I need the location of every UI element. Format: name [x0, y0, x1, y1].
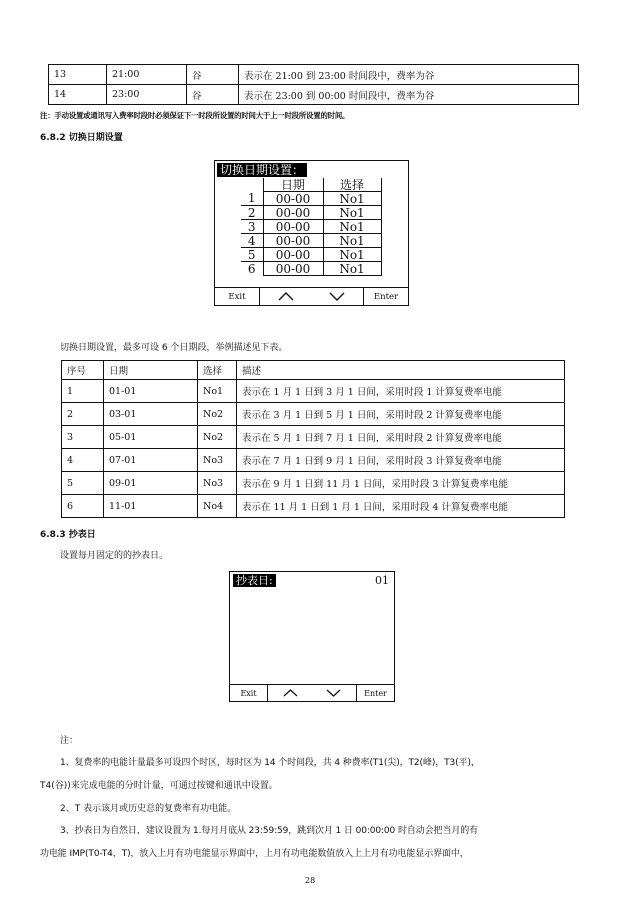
- cell-index: 13: [49, 65, 107, 85]
- screen-button-bar: [230, 684, 394, 701]
- grid-row: [241, 248, 381, 262]
- cell-index: 6: [62, 495, 104, 518]
- chevron-up-icon: [278, 292, 294, 301]
- grid-row: [241, 220, 381, 234]
- heading-683: 6.8.3 抄表日: [40, 530, 96, 540]
- cell-date: 01-01: [104, 380, 198, 403]
- chevron-down-icon: [329, 292, 345, 301]
- note-3-line-2: 功电能 IMP(T0-T4，T)，放入上月有功电能显示界面中，上月有功电能数值放入上上月有功电能显示界面中，: [40, 849, 469, 859]
- cell-select: No3: [198, 472, 237, 495]
- cell-desc: 表示在 21:00 到 23:00 时间段中，费率为谷: [239, 65, 579, 85]
- header-select: 选择: [198, 361, 237, 380]
- cell-desc: 表示在 23:00 到 00:00 时间段中，费率为谷: [239, 85, 579, 105]
- row-index: 6: [241, 262, 263, 276]
- header-date: 日期: [263, 178, 323, 192]
- chevron-down-icon: [326, 689, 341, 697]
- screen-button-bar: [215, 287, 408, 305]
- cell-select: No4: [198, 495, 237, 518]
- note-3-line-1: 3、抄表日为自然日，建议设置为 1.每月月底从 23:59:59，跳到次月 1 日 00:00:00 时自动会把当月的有: [60, 826, 479, 836]
- row-select: No1: [323, 220, 381, 234]
- down-button[interactable]: [311, 288, 363, 305]
- cell-date: 07-01: [104, 449, 198, 472]
- row-select: No1: [323, 206, 381, 220]
- table-row: [62, 449, 565, 472]
- row-index: 4: [241, 234, 263, 248]
- table-row: [62, 403, 565, 426]
- table-header-row: [62, 361, 565, 380]
- cell-index: 4: [62, 449, 104, 472]
- cell-index: 14: [49, 85, 107, 105]
- cell-desc: 表示在 7 月 1 日到 9 月 1 日间，采用时段 3 计算复费率电能: [237, 449, 565, 472]
- table-row: [49, 85, 579, 105]
- row-index: 3: [241, 220, 263, 234]
- header-index: [241, 178, 263, 192]
- cell-select: No3: [198, 449, 237, 472]
- table-row: [62, 495, 565, 518]
- switch-date-example-table: [61, 360, 565, 518]
- meter-day-screen: [229, 571, 395, 702]
- table-row: [62, 472, 565, 495]
- row-select: No1: [323, 192, 381, 206]
- header-date: 日期: [104, 361, 198, 380]
- heading-682: 6.8.2 切换日期设置: [40, 133, 123, 143]
- enter-button[interactable]: Enter: [356, 685, 394, 701]
- note-1-line-1: 1、复费率的电能计量最多可设四个时区，每时区为 14 个时间段，共 4 种费率(T1(尖)，T2(峰)，T3(平)，: [60, 758, 480, 768]
- header-index: 序号: [62, 361, 104, 380]
- row-select: No1: [323, 262, 381, 276]
- header-select: 选择: [323, 178, 381, 192]
- cell-time: 21:00: [107, 65, 187, 85]
- note-line: 注：手动设置或通讯写入费率时段时必须保证下一时段所设置的时间大于上一时段所设置的时间。: [40, 111, 350, 120]
- meter-day-value: 01: [375, 574, 389, 587]
- cell-index: 5: [62, 472, 104, 495]
- switch-date-desc: 切换日期设置，最多可设 6 个日期段，举例描述见下表。: [60, 343, 288, 353]
- cell-index: 2: [62, 403, 104, 426]
- cell-date: 05-01: [104, 426, 198, 449]
- cell-select: No1: [198, 380, 237, 403]
- cell-desc: 表示在 11 月 1 日到 1 月 1 日间，采用时段 4 计算复费率电能: [237, 495, 565, 518]
- cell-desc: 表示在 9 月 1 日到 11 月 1 日间，采用时段 3 计算复费率电能: [237, 472, 565, 495]
- cell-date: 03-01: [104, 403, 198, 426]
- row-date: 00-00: [263, 206, 323, 220]
- meter-day-desc: 设置每月固定的的抄表日。: [60, 551, 169, 561]
- grid-row: [241, 192, 381, 206]
- cell-index: 1: [62, 380, 104, 403]
- exit-button[interactable]: Exit: [228, 291, 246, 302]
- switch-date-grid: [241, 178, 382, 276]
- row-date: 00-00: [263, 248, 323, 262]
- cell-desc: 表示在 5 月 1 日到 7 月 1 日间，采用时段 2 计算复费率电能: [237, 426, 565, 449]
- up-button[interactable]: [259, 288, 312, 305]
- cell-date: 11-01: [104, 495, 198, 518]
- cell-rate: 谷: [187, 65, 239, 85]
- row-date: 00-00: [263, 192, 323, 206]
- row-date: 00-00: [263, 262, 323, 276]
- exit-button[interactable]: Exit: [240, 688, 257, 698]
- cell-select: No2: [198, 426, 237, 449]
- cell-index: 3: [62, 426, 104, 449]
- switch-date-screen: [214, 160, 409, 306]
- cell-rate: 谷: [187, 85, 239, 105]
- table-row: [62, 426, 565, 449]
- cell-desc: 表示在 1 月 1 日到 3 月 1 日间，采用时段 1 计算复费率电能: [237, 380, 565, 403]
- rate-period-table: [48, 64, 579, 105]
- down-button[interactable]: [311, 685, 356, 701]
- row-date: 00-00: [263, 220, 323, 234]
- cell-desc: 表示在 3 月 1 日到 5 月 1 日间，采用时段 2 计算复费率电能: [237, 403, 565, 426]
- row-select: No1: [323, 234, 381, 248]
- grid-row: [241, 206, 381, 220]
- grid-row: [241, 234, 381, 248]
- cell-time: 23:00: [107, 85, 187, 105]
- enter-button[interactable]: Enter: [363, 288, 408, 305]
- up-button[interactable]: [267, 685, 312, 701]
- table-row: [49, 65, 579, 85]
- cell-select: No2: [198, 403, 237, 426]
- header-desc: 描述: [237, 361, 565, 380]
- row-date: 00-00: [263, 234, 323, 248]
- page-number: 28: [305, 876, 316, 885]
- cell-date: 09-01: [104, 472, 198, 495]
- row-select: No1: [323, 248, 381, 262]
- screen-title: 切换日期设置：: [217, 163, 307, 177]
- row-index: 2: [241, 206, 263, 220]
- grid-row: [241, 262, 381, 276]
- row-index: 1: [241, 192, 263, 206]
- note-1-line-2: T4(谷))来完成电能的分时计量，可通过按键和通讯中设置。: [40, 781, 278, 791]
- grid-header-row: [241, 178, 381, 192]
- chevron-up-icon: [283, 689, 298, 697]
- notes-label: 注：: [60, 736, 79, 746]
- screen-title: 抄表日:: [233, 574, 276, 587]
- row-index: 5: [241, 248, 263, 262]
- note-2: 2、T 表示该月或历史总的复费率有功电能。: [60, 804, 237, 814]
- table-row: [62, 380, 565, 403]
